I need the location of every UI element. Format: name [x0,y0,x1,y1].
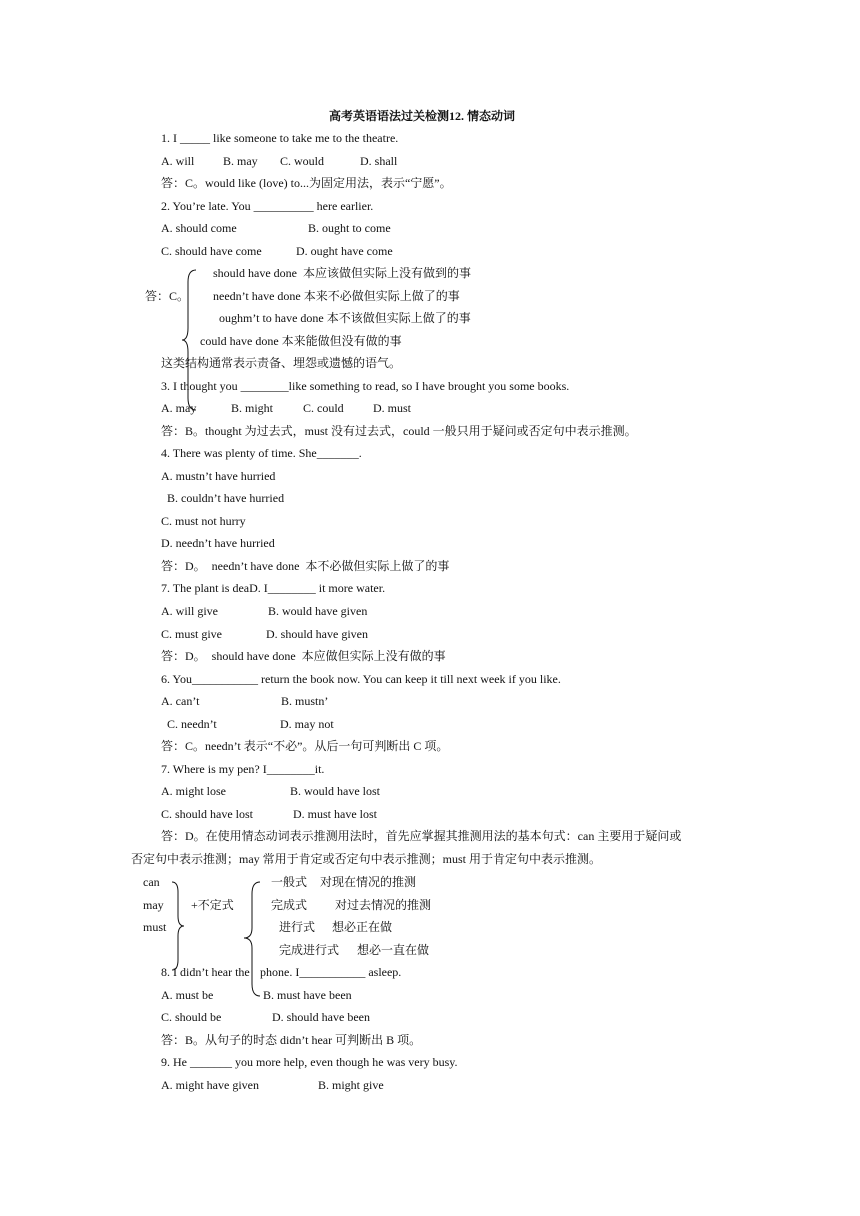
option-c: C. must give [161,627,223,641]
option-c: C. could [303,401,344,415]
question-stem-start: 8. I didn’t hear the [161,965,250,979]
answer: 答：C。would like (love) to...为固定用法，表示“宁愿”。 [161,176,452,190]
option-b: B. might give [318,1078,384,1092]
question-stem: 4. There was plenty of time. She_______. [161,446,362,460]
option-a: A. might lose [161,784,226,798]
option-d: D. shall [360,154,398,168]
option-c: C. should have come [161,244,262,258]
option-a: A. will give [161,604,218,618]
note-4: could have done 本来能做但没有做的事 [200,334,402,348]
form-simple: 一般式 [271,875,308,889]
question-stem: 7. Where is my pen? I________it. [161,762,325,776]
option-a: A. must be [161,988,214,1002]
option-b: B. must have been [263,988,352,1002]
option-d: D. must have lost [293,807,377,821]
form-perfect-progressive: 完成进行式 [279,943,340,957]
option-c: C. needn’t [167,717,217,731]
modal-may: may [143,898,164,912]
infinitive-label: +不定式 [191,898,234,912]
option-a: A. will [161,154,195,168]
note-2: needn’t have done 本来不必做但实际上做了的事 [213,289,460,303]
form-progressive: 进行式 [279,920,316,934]
option-c: C. would [280,154,325,168]
modal-brace [170,880,186,972]
note-3: oughm’t to have done 本不该做但实际上做了的事 [219,311,471,325]
form-brace [242,880,262,998]
option-d: D. should have given [266,627,368,641]
option-b: B. would have given [268,604,368,618]
option-c: C. must not hurry [161,514,246,528]
answer-line-2: 否定句中表示推测；may 常用于肯定或否定句中表示推测；must 用于肯定句中表示推测。 [131,852,602,866]
answer-prefix: 答：C。 [145,289,190,303]
option-d: D. ought have come [296,244,393,258]
option-b: B. mustn’ [281,694,329,708]
meaning-perfect: 对过去情况的推测 [335,898,432,912]
question-stem: 7. The plant is deaD. I________ it more water. [161,581,386,595]
option-b: B. ought to come [308,221,391,235]
answer: 答：B。从句子的时态 didn’t hear 可判断出 B 项。 [161,1033,422,1047]
meaning-progressive: 想必正在做 [332,920,393,934]
option-b: B. would have lost [290,784,380,798]
modal-must: must [143,920,167,934]
answer: 答：D。 should have done 本应做但实际上没有做的事 [161,649,446,663]
question-stem: 6. You___________ return the book now. You can keep it till next week if you like. [161,672,561,686]
option-c: C. should be [161,1010,222,1024]
form-perfect: 完成式 [271,898,308,912]
note-1: should have done 本应该做但实际上没有做到的事 [213,266,471,280]
option-b: B. may [223,154,258,168]
option-d: D. needn’t have hurried [161,536,275,550]
question-stem: 1. I _____ like someone to take me to the theatre. [161,131,399,145]
option-d: D. may not [280,717,334,731]
answer: 答：D。 needn’t have done 本不必做但实际上做了的事 [161,559,450,573]
option-d: D. should have been [272,1010,370,1024]
option-a: A. mustn’t have hurried [161,469,276,483]
question-stem-end: phone. I___________ asleep. [260,965,402,979]
meaning-perfect-progressive: 想必一直在做 [357,943,430,957]
option-a: A. may [161,401,197,415]
answer-line-1: 答：D。在使用情态动词表示推测用法时，首先应掌握其推测用法的基本句式：can 主要用于疑问或 [161,829,682,843]
page-title: 高考英语语法过关检测12. 情态动词 [329,109,516,123]
question-stem: 2. You’re late. You __________ here earlier. [161,199,374,213]
question-stem: 3. I thought you ________like something to read, so I have brought you some books. [161,379,570,393]
option-d: D. must [373,401,412,415]
option-c: C. should have lost [161,807,253,821]
option-a: A. should come [161,221,237,235]
option-a: A. can’t [161,694,200,708]
answer: 答：C。needn’t 表示“不必”。从后一句可判断出 C 项。 [161,739,449,753]
option-b: B. might [231,401,274,415]
option-a: A. might have given [161,1078,259,1092]
question-stem: 9. He _______ you more help, even though he was very busy. [161,1055,458,1069]
summary: 这类结构通常表示责备、埋怨或遗憾的语气。 [161,356,402,370]
meaning-simple: 对现在情况的推测 [320,875,417,889]
modal-can: can [143,875,160,889]
answer: 答：B。thought 为过去式，must 没有过去式，could 一般只用于疑问或否定句中表示推测。 [161,424,637,438]
option-b: B. couldn’t have hurried [167,491,285,505]
